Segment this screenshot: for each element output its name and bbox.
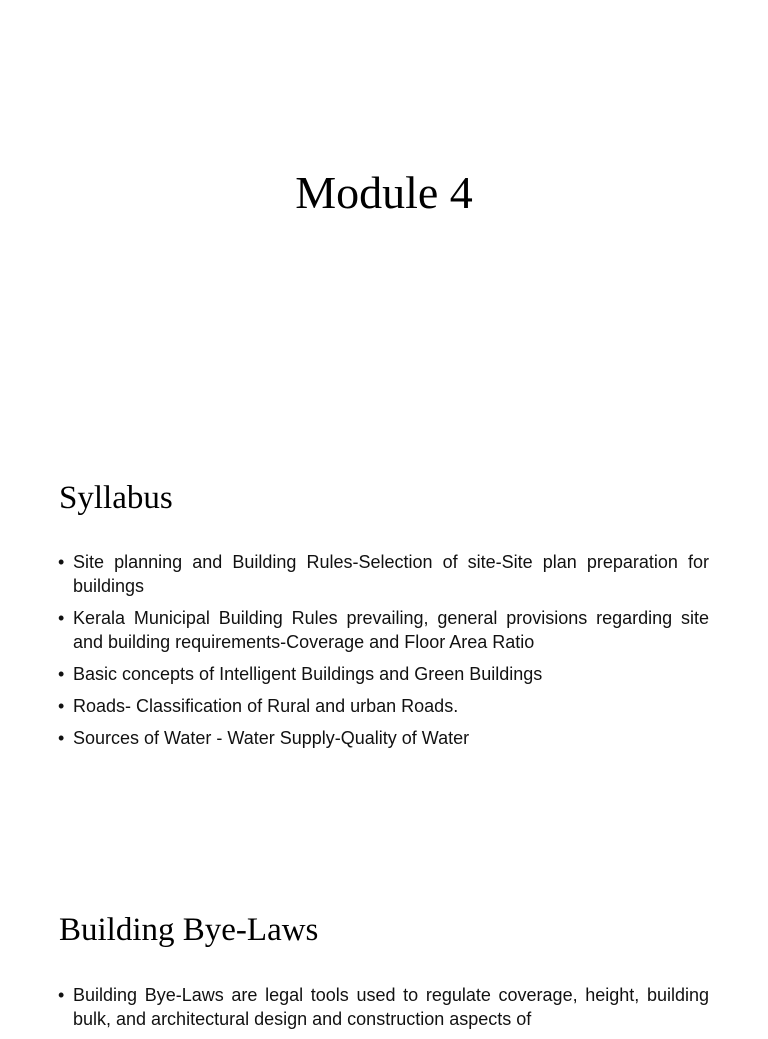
section-heading-syllabus: Syllabus	[59, 480, 173, 516]
list-item-text: Building Bye-Laws are legal tools used to regulate coverage, height, building bulk, and architectural design and construction aspects of	[73, 985, 709, 1029]
list-item	[58, 726, 709, 750]
list-item	[58, 550, 709, 598]
bullet-icon: •	[58, 696, 65, 716]
list-item	[58, 694, 709, 718]
slide-module-title	[0, 0, 768, 384]
list-item-text: Kerala Municipal Building Rules prevailing, general provisions regarding site and building requirements-Coverage and Floor Area Ratio	[73, 608, 709, 652]
list-item-text: Sources of Water - Water Supply-Quality of Water	[73, 728, 470, 748]
bullet-icon: •	[58, 552, 65, 572]
bullet-icon: •	[58, 664, 65, 684]
syllabus-list	[58, 550, 709, 758]
page-title: Module 4	[295, 167, 473, 218]
bullet-icon: •	[58, 985, 65, 1005]
list-item	[58, 662, 709, 686]
section-heading-bye-laws: Building Bye-Laws	[59, 912, 319, 948]
list-item-text: Site planning and Building Rules-Selection of site-Site plan preparation for buildings	[73, 552, 709, 596]
bye-laws-list	[58, 983, 709, 1039]
slide-building-bye-laws	[0, 875, 768, 1029]
list-item-text: Basic concepts of Intelligent Buildings and Green Buildings	[73, 664, 543, 684]
list-item	[58, 606, 709, 654]
list-item-text: Roads- Classification of Rural and urban Roads.	[73, 696, 459, 716]
bullet-icon: •	[58, 728, 65, 748]
bullet-icon: •	[58, 608, 65, 628]
slide-syllabus	[0, 440, 768, 860]
